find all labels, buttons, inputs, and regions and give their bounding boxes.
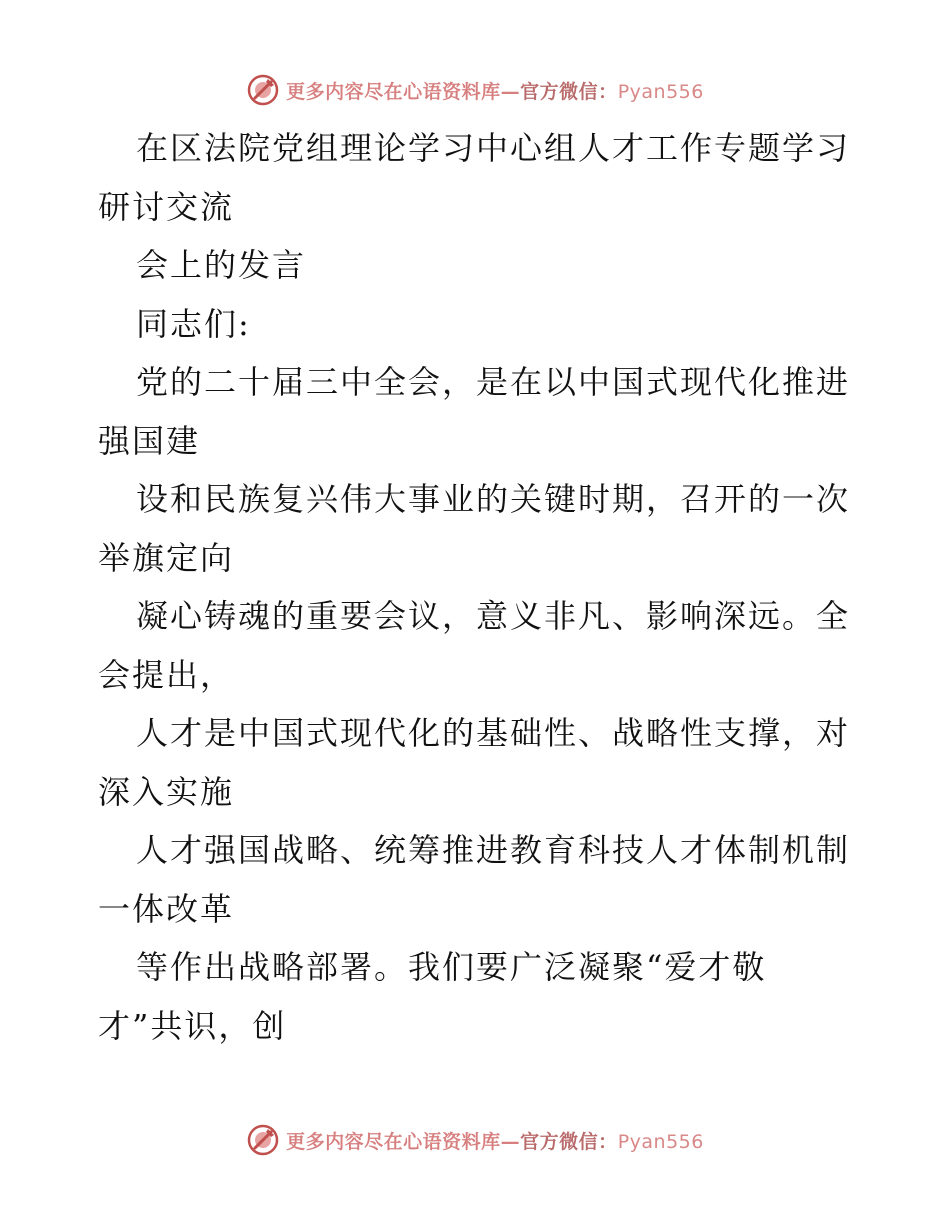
body-line: 党的二十届三中全会，是在以中国式现代化推进: [136, 363, 851, 401]
logo-icon: [246, 73, 280, 107]
watermark-dash: —: [500, 1130, 521, 1153]
body-line: 会提出，: [98, 655, 235, 694]
watermark-header: [0, 70, 950, 110]
title-line-1: 在区法院党组理论学习中心组人才工作专题学习: [136, 129, 851, 167]
body-line: 深入实施: [98, 772, 235, 811]
watermark-dash: —: [500, 80, 521, 103]
watermark-text: [286, 77, 704, 104]
body-line: 一体改革: [98, 889, 235, 928]
body-line: 人才是中国式现代化的基础性、战略性支撑，对: [136, 714, 851, 752]
document-body: [98, 119, 858, 1055]
body-line: 设和民族复兴伟大事业的关键时期，召开的一次: [136, 480, 851, 518]
watermark-official: 官方微信：: [520, 80, 618, 103]
watermark-title: 更多内容尽在心语资料库: [286, 1130, 501, 1153]
body-line: 等作出战略部署。我们要广泛凝聚“爱才敬: [136, 948, 767, 986]
watermark-official: 官方微信：: [520, 1130, 618, 1153]
body-line: 人才强国战略、统筹推进教育科技人才体制机制: [136, 831, 851, 869]
body-line: 强国建: [98, 421, 201, 460]
title-line-3: 会上的发言: [136, 246, 307, 284]
watermark-id: Pyan556: [617, 1130, 704, 1153]
watermark-footer: [0, 1120, 950, 1160]
watermark-id: Pyan556: [617, 80, 704, 103]
body-line: 才”共识，创: [98, 1006, 287, 1045]
watermark-text: [286, 1127, 704, 1154]
body-line: 凝心铸魂的重要会议，意义非凡、影响深远。全: [136, 597, 851, 635]
logo-icon: [246, 1123, 280, 1157]
salutation: 同志们:: [136, 304, 251, 343]
body-line: 举旗定向: [98, 538, 235, 577]
title-line-2: 研讨交流: [98, 187, 235, 226]
watermark-title: 更多内容尽在心语资料库: [286, 80, 501, 103]
